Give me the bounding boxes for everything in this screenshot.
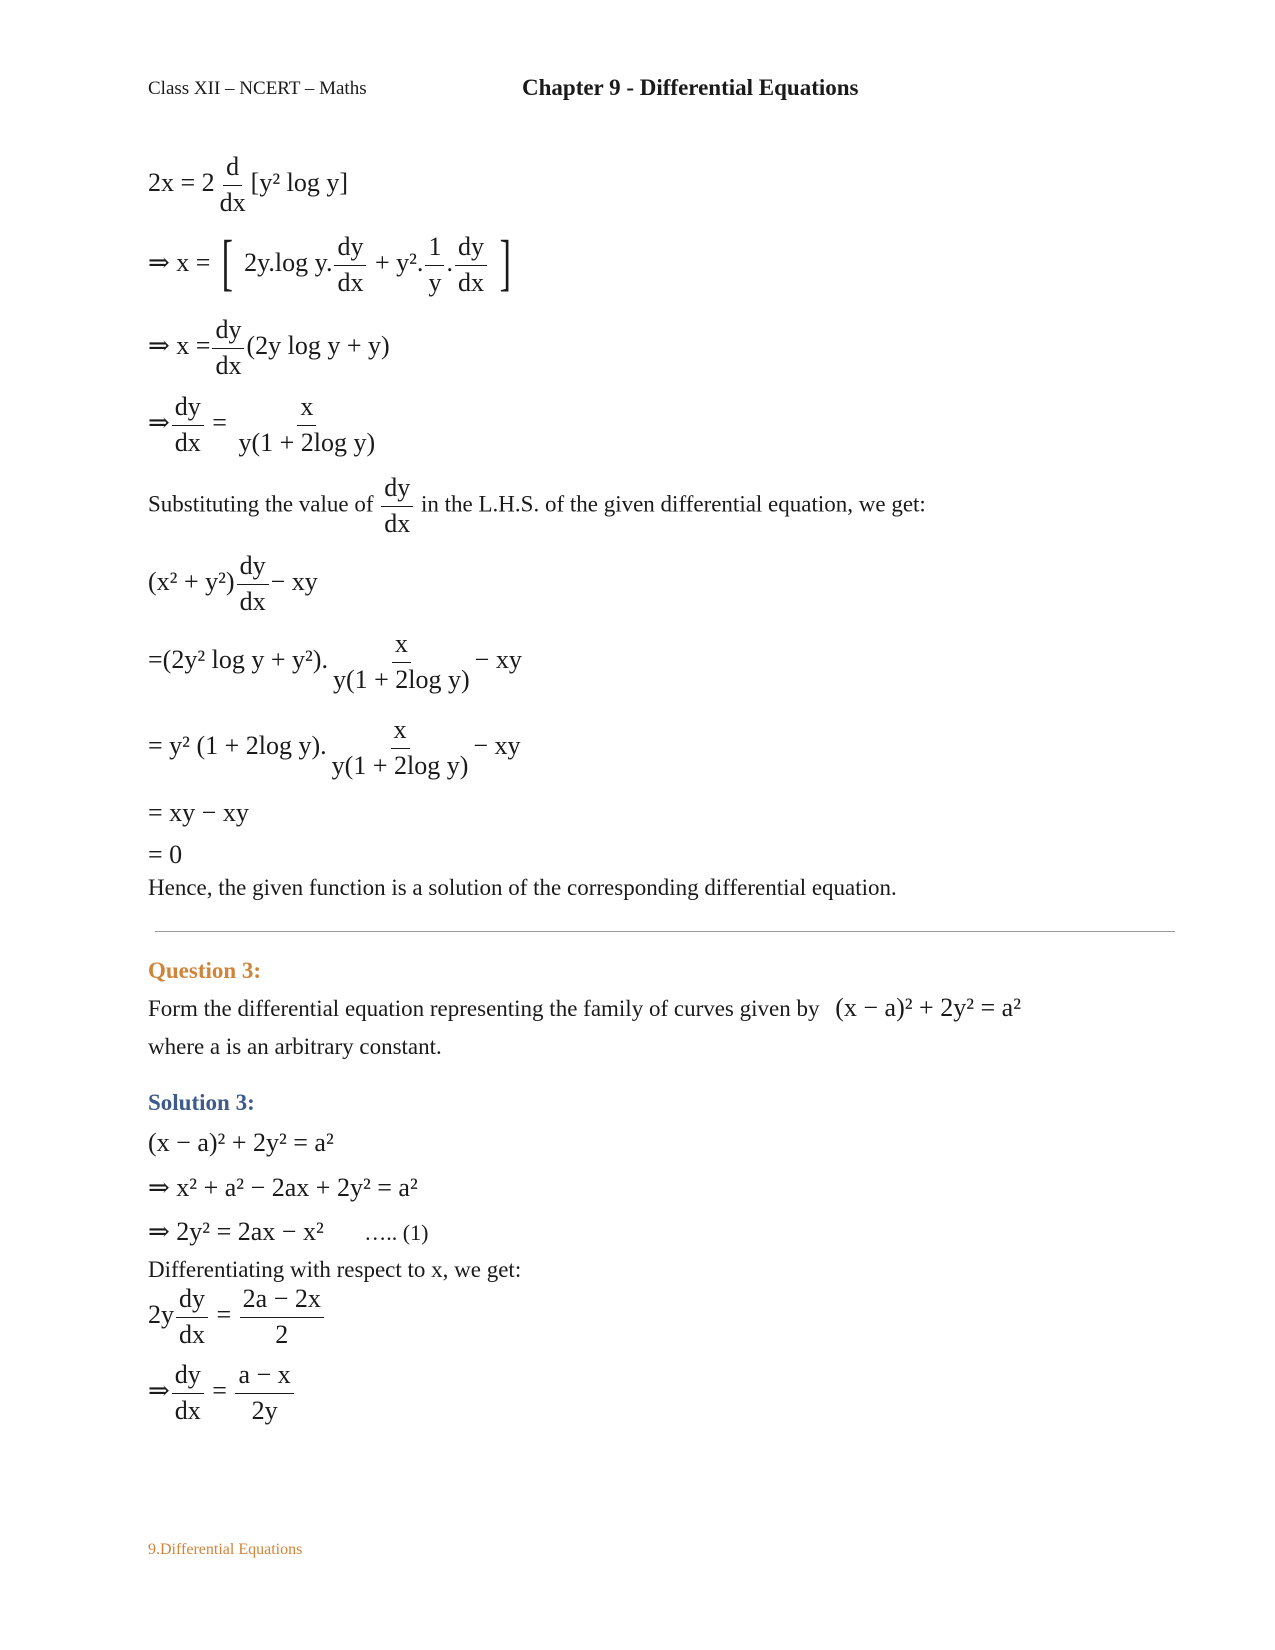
paragraph-text: Substituting the value of $\frac{dy}{dx}$ in the L.H.S. of the given differential equation, we get: xyxy=(148,473,926,538)
equation-line: ⇒ x = $\frac{dy}{dx}$ (2y log y + y) xyxy=(148,315,390,380)
equation-line: =(2y² log y + y²). $\frac{x}{\text{y(1 + 2log y)}}$ − xy xyxy=(148,629,522,694)
equation-line: ⇒ x² + a² − 2ax + 2y² = a² xyxy=(148,1173,418,1202)
equation-line: = y² (1 + 2log y). $\frac{x}{\text{y(1 + 2log y)}}$ − xy xyxy=(148,715,521,780)
paragraph-text: Differentiating with respect to x, we get: xyxy=(148,1257,522,1282)
equation-line: (x − a)² + 2y² = a² xyxy=(148,1128,334,1157)
section-divider xyxy=(155,931,1175,932)
equation-line: 2x = 2 $\frac{d}{dx}$ [y² log y] xyxy=(148,152,349,217)
equation-line: (x² + y²) $\frac{dy}{dx}$ − xy xyxy=(148,551,318,616)
equation-line: 2y $\frac{dy}{dx}$ = $\frac{2a - 2x}{2}$ xyxy=(148,1285,326,1349)
page-footer: 9.Differential Equations xyxy=(148,1541,303,1558)
equation-line: = xy − xy xyxy=(148,798,249,827)
header-class-label: Class XII – NCERT – Maths xyxy=(148,78,367,99)
solution-title: Solution 3: xyxy=(148,1090,255,1115)
equation-line: ⇒ 2y² = 2ax − x² ….. (1) xyxy=(148,1217,429,1246)
equation-line: ⇒ x = [ 2y.log y. $\frac{dy}{dx}$ + y². $\frac{1}{y}$ . $\frac{dy}{dx}$ ] xyxy=(148,229,512,297)
equation-line: = 0 xyxy=(148,840,183,869)
question-text-line2: where a is an arbitrary constant. xyxy=(148,1034,442,1059)
question-text: Form the differential equation representing the family of curves given by (x − a)² + 2y² = a² xyxy=(148,993,1022,1022)
header-chapter-title: Chapter 9 - Differential Equations xyxy=(522,75,859,100)
conclusion-text: Hence, the given function is a solution of the corresponding differential equation. xyxy=(148,875,897,900)
equation-line: ⇒ $\frac{dy}{dx}$ = $\frac{x}{\text{y(1 + 2log y)}}$ xyxy=(148,392,376,457)
question-equation: (x − a)² + 2y² = a² xyxy=(835,993,1022,1022)
equation-line: ⇒ $\frac{dy}{dx}$ = $\frac{a - x}{2y}$ xyxy=(148,1361,296,1425)
question-title: Question 3: xyxy=(148,958,262,983)
